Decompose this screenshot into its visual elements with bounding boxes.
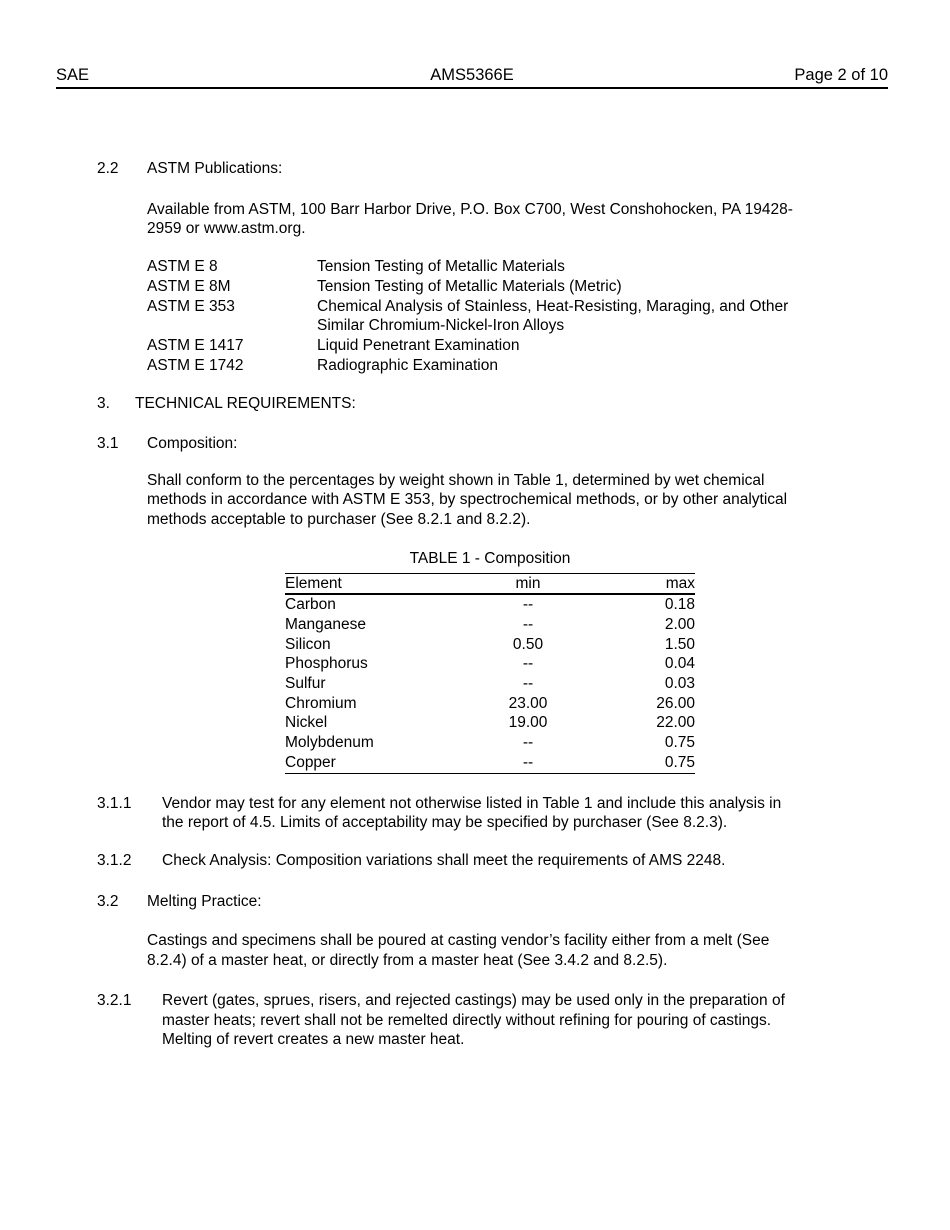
section-number: 3.2.1 [97,991,132,1009]
cell-element: Chromium [285,694,357,712]
cell-max: 1.50 [664,635,695,653]
cell-element: Phosphorus [285,655,368,673]
section-text [162,794,781,833]
table-row [285,635,695,655]
list-item [147,316,950,336]
list-item [147,257,950,277]
table-row [285,654,695,674]
section-title: Composition: [147,435,238,453]
cell-max: 22.00 [656,714,695,732]
table-header-row [285,573,695,594]
cell-min: -- [522,596,534,614]
paragraph-line: Castings and specimens shall be poured at casting vendor’s facility either from a melt (See [147,932,770,950]
paragraph-line: 8.2.4) of a master heat, or directly from a master heat (See 3.4.2 and 8.2.5). [147,952,668,970]
section-heading-2-2 [97,159,950,179]
paragraph-line: Revert (gates, sprues, risers, and rejected castings) may be used only in the preparation of [162,991,785,1009]
cell-min: -- [522,734,534,752]
paragraph-line: Vendor may test for any element not otherwise listed in Table 1 and include this analysis in [162,794,782,812]
section-number: 3.1 [97,435,119,453]
cell-max: 0.04 [664,655,695,673]
table-row [285,674,695,694]
section-title: ASTM Publications: [147,160,283,177]
section-number: 3.1.1 [97,794,132,812]
section-3-1-2 [97,851,950,871]
table-row [285,694,695,714]
table-body [285,594,695,773]
section-heading-3-1 [97,434,950,454]
cell-max: 2.00 [664,615,695,633]
section-number: 3.2 [97,892,119,910]
reference-title: Tension Testing of Metallic Materials [317,258,565,276]
cell-max: 0.75 [664,734,695,752]
reference-title: Similar Chromium-Nickel-Iron Alloys [317,317,565,335]
reference-title: Radiographic Examination [317,356,498,374]
cell-min: -- [522,615,534,633]
cell-element: Copper [285,753,336,771]
section-number: 3. [97,395,110,413]
paragraph-line: methods acceptable to purchaser (See 8.2.1 and 8.2.2). [147,511,531,529]
cell-min: 0.50 [512,635,544,653]
section-number: 2.2 [97,160,119,177]
table-row [285,594,695,615]
reference-code: ASTM E 8M [147,277,231,295]
paragraph-line: methods in accordance with ASTM E 353, by spectrochemical methods, or by other analytical [147,491,788,509]
table-row [285,733,695,753]
cell-element: Silicon [285,635,331,653]
section-number: 3.1.2 [97,851,132,869]
list-item [147,297,950,317]
paragraph-line: Melting of revert creates a new master heat. [162,1031,465,1049]
section-heading-3-2 [97,892,950,912]
paragraph-line: 2959 or www.astm.org. [147,220,306,238]
list-item [147,356,950,376]
composition-table [285,573,695,774]
section-title: Melting Practice: [147,892,262,910]
reference-title: Tension Testing of Metallic Materials (Metric) [317,277,622,295]
cell-max: 0.75 [664,753,695,771]
cell-min: 23.00 [508,694,548,712]
cell-element: Sulfur [285,675,326,693]
section-3-1-1 [97,794,950,833]
table-row [285,713,695,733]
table-title: TABLE 1 - Composition [409,549,571,567]
cell-element: Carbon [285,596,336,614]
table-row [285,753,695,773]
section-3-2-1 [97,991,950,1050]
cell-min: -- [522,753,534,771]
reference-code: ASTM E 8 [147,258,218,276]
cell-min: -- [522,675,534,693]
paragraph-composition [147,471,950,530]
header-document-number: AMS5366E [430,66,514,84]
header-publisher: SAE [56,66,90,84]
section-heading-3 [97,394,950,414]
header-page-number: Page 2 of 10 [794,66,888,84]
cell-max: 0.18 [664,596,695,614]
paragraph-line: Shall conform to the percentages by weight shown in Table 1, determined by wet chemical [147,471,765,489]
reference-title: Chemical Analysis of Stainless, Heat-Resisting, Maraging, and Other [317,297,789,315]
cell-max: 26.00 [656,694,695,712]
astm-reference-list [147,257,950,375]
paragraph-line: Check Analysis: Composition variations shall meet the requirements of AMS 2248. [162,851,726,869]
column-header-element: Element [285,573,425,594]
page-header [56,66,888,89]
section-title: TECHNICAL REQUIREMENTS: [135,395,356,413]
composition-table-block [285,549,695,774]
cell-min: 19.00 [508,714,548,732]
reference-code [147,316,317,336]
reference-code: ASTM E 1742 [147,356,244,374]
list-item [147,277,950,297]
paragraph-line: Available from ASTM, 100 Barr Harbor Drive, P.O. Box C700, West Conshohocken, PA 19428- [147,200,793,218]
cell-element: Nickel [285,714,328,732]
cell-min: -- [522,655,534,673]
section-text [162,851,725,871]
paragraph-line: master heats; revert shall not be remelted directly without refining for pouring of castings. [162,1011,772,1029]
cell-element: Manganese [285,615,367,633]
cell-max: 0.03 [664,675,695,693]
section-text [162,991,785,1050]
reference-code: ASTM E 1417 [147,336,244,354]
paragraph-astm-availability [147,200,950,239]
table-row [285,615,695,635]
paragraph-line: the report of 4.5. Limits of acceptability may be specified by purchaser (See 8.2.3). [162,814,728,832]
cell-element: Molybdenum [285,734,374,752]
reference-code: ASTM E 353 [147,297,235,315]
column-header-min: min [425,573,631,594]
reference-title: Liquid Penetrant Examination [317,336,520,354]
paragraph-melting-practice [147,931,950,970]
list-item [147,336,950,356]
column-header-max: max [631,573,695,594]
table-header [285,573,695,594]
